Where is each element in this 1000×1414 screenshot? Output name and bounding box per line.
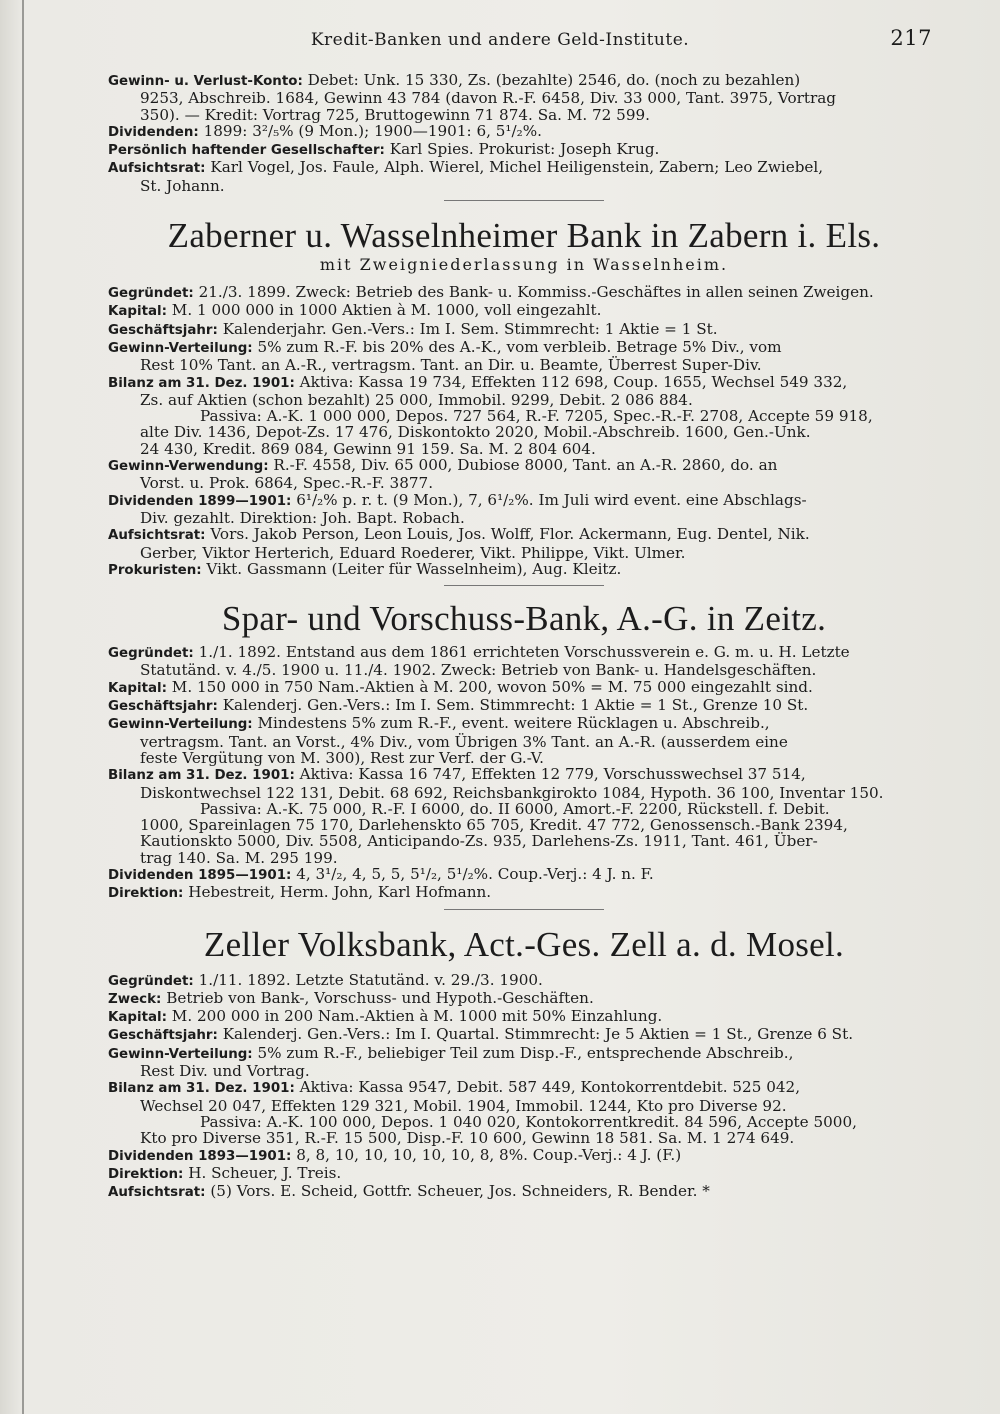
- field-label: Gewinn-Verteilung:: [108, 717, 253, 733]
- entry-line: [108, 1008, 940, 1026]
- separator-rule: [444, 585, 604, 586]
- field-text: Wechsel 20 047, Effekten 129 321, Mobil. 1904, Immobil. 1244, Kto pro Diverse 92.: [140, 1096, 787, 1115]
- field-label: Direktion:: [108, 886, 184, 902]
- field-text: (5) Vors. E. Scheid, Gottfr. Scheuer, Jos. Schneiders, R. Bender. *: [205, 1182, 710, 1201]
- separator-rule: [444, 200, 604, 201]
- entry-line: [108, 866, 940, 884]
- field-label: Gegründet:: [108, 973, 194, 989]
- field-label: Aufsichtsrat:: [108, 1185, 206, 1201]
- entry-line: [108, 561, 940, 579]
- field-label: Bilanz am 31. Dez. 1901:: [108, 768, 295, 784]
- entry-line: [108, 1165, 940, 1183]
- field-text: Vors. Jakob Person, Leon Louis, Jos. Wolff, Flor. Ackermann, Eug. Dentel, Nik.: [205, 525, 810, 544]
- field-text: 21./3. 1899. Zweck: Betrieb des Bank- u. Kommiss.-Geschäftes in allen seinen Zweigen.: [193, 283, 874, 302]
- entry-line: [108, 644, 940, 662]
- entry-line: [108, 357, 940, 373]
- page-edge-divider: [22, 0, 24, 1414]
- entry-line: [108, 662, 940, 678]
- field-text: 4, 3¹/₂, 4, 5, 5, 5¹/₂, 5¹/₂%. Coup.-Verj.: 4 J. n. F.: [291, 864, 654, 883]
- entry-body: [108, 972, 940, 1202]
- field-text: Passiva: A.-K. 1 000 000, Depos. 727 564, R.-F. 7205, Spec.-R.-F. 2708, Accepte 59 918,: [200, 407, 873, 426]
- entry-zabern: [108, 217, 940, 579]
- entry-line: [108, 1079, 940, 1097]
- field-text: Rest 10% Tant. an A.-R., vertragsm. Tant. an Dir. u. Beamte, Überrest Super-Div.: [140, 356, 762, 375]
- field-label: Gewinn-Verteilung:: [108, 340, 253, 356]
- field-text: Zs. auf Aktien (schon bezahlt) 25 000, Immobil. 9299, Debit. 2 086 884.: [140, 390, 693, 409]
- entry-line: [108, 785, 940, 801]
- entry-line: [108, 1045, 940, 1063]
- field-text: St. Johann.: [140, 176, 225, 195]
- field-label: Gewinn-Verteilung:: [108, 1046, 253, 1062]
- field-label: Gegründet:: [108, 646, 194, 662]
- field-text: Kalenderj. Gen.-Vers.: Im I. Quartal. Stimmrecht: Je 5 Aktien = 1 St., Grenze 6 St.: [217, 1025, 854, 1044]
- entry-line: [108, 766, 940, 784]
- entry-line: [108, 90, 940, 106]
- field-label: Geschäftsjahr:: [108, 699, 218, 715]
- field-text: Passiva: A.-K. 75 000, R.-F. I 6000, do. II 6000, Amort.-F. 2200, Rückstell. f. Debit.: [200, 799, 830, 818]
- field-text: 6¹/₂% p. r. t. (9 Mon.), 7, 6¹/₂%. Im Juli wird event. eine Abschlags-: [291, 490, 807, 509]
- field-text: feste Vergütung von M. 300), Rest zur Verf. der G.-V.: [140, 748, 544, 767]
- entry-zeitz: [108, 600, 940, 902]
- field-label: Direktion:: [108, 1166, 184, 1182]
- entry-line: [108, 510, 940, 526]
- field-label: Persönlich haftender Gesellschafter:: [108, 143, 385, 159]
- entry-line: [108, 833, 940, 849]
- entry-line: [108, 123, 940, 141]
- entry-line: [108, 1183, 940, 1201]
- field-text: Aktiva: Kassa 16 747, Effekten 12 779, Vorschusswechsel 37 514,: [294, 765, 806, 784]
- field-text: Debet: Unk. 15 330, Zs. (bezahlte) 2546, do. (noch zu bezahlen): [302, 71, 801, 89]
- field-text: trag 140. Sa. M. 295 199.: [140, 848, 338, 867]
- field-text: Div. gezahlt. Direktion: Joh. Bapt. Robach.: [140, 508, 465, 527]
- field-text: Rest Div. und Vortrag.: [140, 1062, 310, 1081]
- running-title: Kredit-Banken und andere Geld-Institute.: [310, 30, 690, 50]
- entry-line: [108, 1147, 940, 1165]
- field-label: Kapital:: [108, 1010, 167, 1026]
- entry-line: [108, 424, 940, 440]
- field-text: 350). — Kredit: Vortrag 725, Bruttogewinn 71 874. Sa. M. 72 599.: [140, 105, 650, 124]
- field-text: 1000, Spareinlagen 75 170, Darlehenskto 65 705, Kredit. 47 772, Genossensch.-Bank 2394,: [140, 816, 848, 835]
- entry-zell: [108, 926, 940, 1202]
- entry-line: [108, 392, 940, 408]
- field-label: Gewinn- u. Verlust-Konto:: [108, 74, 303, 89]
- field-label: Aufsichtsrat:: [108, 528, 206, 544]
- field-text: R.-F. 4558, Div. 65 000, Dubiose 8000, Tant. an A.-R. 2860, do. an: [268, 456, 778, 475]
- field-text: Aktiva: Kassa 9547, Debit. 587 449, Kontokorrentdebit. 525 042,: [294, 1078, 801, 1097]
- field-text: Mindestens 5% zum R.-F., event. weitere Rücklagen u. Abschreib.,: [252, 714, 770, 733]
- field-text: 5% zum R.-F., beliebiger Teil zum Disp.-F., entsprechende Abschreib.,: [252, 1043, 794, 1062]
- field-text: 1899: 3²/₅% (9 Mon.); 1900—1901: 6, 5¹/₂%.: [198, 121, 542, 140]
- field-label: Gegründet:: [108, 286, 194, 302]
- field-text: 1./11. 1892. Letzte Statutänd. v. 29./3. 1900.: [193, 970, 543, 989]
- field-text: Hebestreit, Herm. John, Karl Hofmann.: [183, 883, 492, 902]
- field-text: Statutänd. v. 4./5. 1900 u. 11./4. 1902. Zweck: Betrieb von Bank- u. Handelsgeschäften.: [140, 661, 817, 680]
- entry-continued: [108, 72, 940, 194]
- entry-line: [108, 850, 940, 866]
- field-text: M. 1 000 000 in 1000 Aktien à M. 1000, voll eingezahlt.: [166, 301, 602, 320]
- entry-line: [108, 734, 940, 750]
- field-label: Kapital:: [108, 680, 167, 696]
- field-text: vertragsm. Tant. an Vorst., 4% Div., vom Übrigen 3% Tant. an A.-R. (ausserdem eine: [140, 732, 788, 751]
- entry-line: [108, 159, 940, 177]
- field-text: M. 150 000 in 750 Nam.-Aktien à M. 200, wovon 50% = M. 75 000 eingezahlt sind.: [166, 677, 813, 696]
- entry-title: Zeller Volksbank, Act.-Ges. Zell a. d. Mosel.: [203, 924, 845, 964]
- entry-line: [108, 441, 940, 457]
- field-text: Karl Spies. Prokurist: Joseph Krug.: [384, 140, 660, 159]
- entry-subtitle: mit Zweigniederlassung in Wasselnheim.: [319, 255, 729, 275]
- field-label: Bilanz am 31. Dez. 1901:: [108, 1081, 295, 1097]
- field-text: 5% zum R.-F. bis 20% des A.-K., vom verbleib. Betrage 5% Div., vom: [252, 337, 782, 356]
- entry-line: [108, 178, 940, 194]
- field-label: Bilanz am 31. Dez. 1901:: [108, 375, 295, 391]
- field-label: Kapital:: [108, 304, 167, 320]
- page-body: [108, 72, 940, 1201]
- entry-line: [108, 457, 940, 475]
- field-text: alte Div. 1436, Depot-Zs. 17 476, Diskontokto 2020, Mobil.-Abschreib. 1600, Gen.-Unk.: [140, 423, 811, 442]
- entry-title: Spar- und Vorschuss-Bank, A.-G. in Zeitz.: [221, 599, 827, 639]
- entry-line: [108, 1098, 940, 1114]
- entry-line: [108, 715, 940, 733]
- entry-line: [108, 339, 940, 357]
- entry-line: [108, 884, 940, 902]
- field-label: Dividenden 1899—1901:: [108, 493, 292, 509]
- entry-line: [108, 321, 940, 339]
- field-text: 9253, Abschreib. 1684, Gewinn 43 784 (davon R.-F. 6458, Div. 33 000, Tant. 3975, Vortrag: [140, 89, 836, 108]
- field-text: Gerber, Viktor Herterich, Eduard Roederer, Vikt. Philippe, Vikt. Ulmer.: [140, 543, 686, 562]
- entry-line: [108, 526, 940, 544]
- field-text: Passiva: A.-K. 100 000, Depos. 1 040 020, Kontokorrentkredit. 84 596, Accepte 5000,: [200, 1112, 857, 1131]
- entry-line: [108, 679, 940, 697]
- entry-line: [108, 302, 940, 320]
- field-label: Prokuristen:: [108, 562, 202, 578]
- entry-line: [108, 545, 940, 561]
- field-text: 8, 8, 10, 10, 10, 10, 10, 8, 8%. Coup.-Verj.: 4 J. (F.): [291, 1145, 682, 1164]
- entry-line: [108, 141, 940, 159]
- entry-line: [108, 1114, 940, 1130]
- entry-line: [108, 374, 940, 392]
- field-text: Vikt. Gassmann (Leiter für Wasselnheim), Aug. Kleitz.: [201, 559, 622, 578]
- field-text: Vorst. u. Prok. 6864, Spec.-R.-F. 3877.: [140, 474, 434, 493]
- entry-line: [108, 408, 940, 424]
- entry-line: [108, 72, 940, 90]
- field-label: Zweck:: [108, 991, 162, 1007]
- field-label: Dividenden 1893—1901:: [108, 1148, 292, 1164]
- field-label: Geschäftsjahr:: [108, 1028, 218, 1044]
- entry-line: [108, 1063, 940, 1079]
- entry-line: [108, 107, 940, 123]
- field-label: Dividenden:: [108, 124, 199, 140]
- field-text: Kto pro Diverse 351, R.-F. 15 500, Disp.-F. 10 600, Gewinn 18 581. Sa. M. 1 274 649.: [140, 1129, 795, 1148]
- entry-line: [108, 284, 940, 302]
- entry-line: [108, 1026, 940, 1044]
- field-label: Gewinn-Verwendung:: [108, 459, 269, 475]
- field-label: Geschäftsjahr:: [108, 322, 218, 338]
- page-header: [0, 26, 1000, 56]
- entry-title: Zaberner u. Wasselnheimer Bank in Zabern i. Els.: [167, 216, 881, 256]
- entry-line: [108, 475, 940, 491]
- field-text: H. Scheuer, J. Treis.: [183, 1163, 342, 1182]
- field-text: Kalenderj. Gen.-Vers.: Im I. Sem. Stimmrecht: 1 Aktie = 1 St., Grenze 10 St.: [217, 696, 809, 715]
- entry-body: [108, 644, 940, 902]
- field-text: Betrieb von Bank-, Vorschuss- und Hypoth.-Geschäften.: [161, 988, 594, 1007]
- entry-line: [108, 1130, 940, 1146]
- field-text: Kalenderjahr. Gen.-Vers.: Im I. Sem. Stimmrecht: 1 Aktie = 1 St.: [217, 319, 718, 338]
- page-number: 217: [890, 26, 932, 50]
- field-text: M. 200 000 in 200 Nam.-Aktien à M. 1000 mit 50% Einzahlung.: [166, 1007, 663, 1026]
- field-text: Karl Vogel, Jos. Faule, Alph. Wierel, Michel Heiligenstein, Zabern; Leo Zwiebel,: [205, 158, 824, 177]
- entry-line: [108, 697, 940, 715]
- entry-line: [108, 492, 940, 510]
- field-text: Aktiva: Kassa 19 734, Effekten 112 698, Coup. 1655, Wechsel 549 332,: [294, 372, 848, 391]
- field-label: Aufsichtsrat:: [108, 161, 206, 177]
- entry-body: [108, 284, 940, 579]
- field-label: Dividenden 1895—1901:: [108, 867, 292, 883]
- entry-line: [108, 750, 940, 766]
- field-text: Diskontwechsel 122 131, Debit. 68 692, Reichsbankgirokto 1084, Hypoth. 36 100, Inventar 150.: [140, 783, 884, 802]
- separator-rule: [444, 909, 604, 910]
- entry-line: [108, 801, 940, 817]
- entry-line: [108, 990, 940, 1008]
- entry-line: [108, 972, 940, 990]
- entry-line: [108, 817, 940, 833]
- field-text: 1./1. 1892. Entstand aus dem 1861 errichteten Vorschussverein e. G. m. u. H. Letzte: [193, 643, 850, 662]
- field-text: Kautionskto 5000, Div. 5508, Anticipando-Zs. 935, Darlehens-Zs. 1911, Tant. 461, Über-: [140, 832, 818, 851]
- field-text: 24 430, Kredit. 869 084, Gewinn 91 159. Sa. M. 2 804 604.: [140, 439, 596, 458]
